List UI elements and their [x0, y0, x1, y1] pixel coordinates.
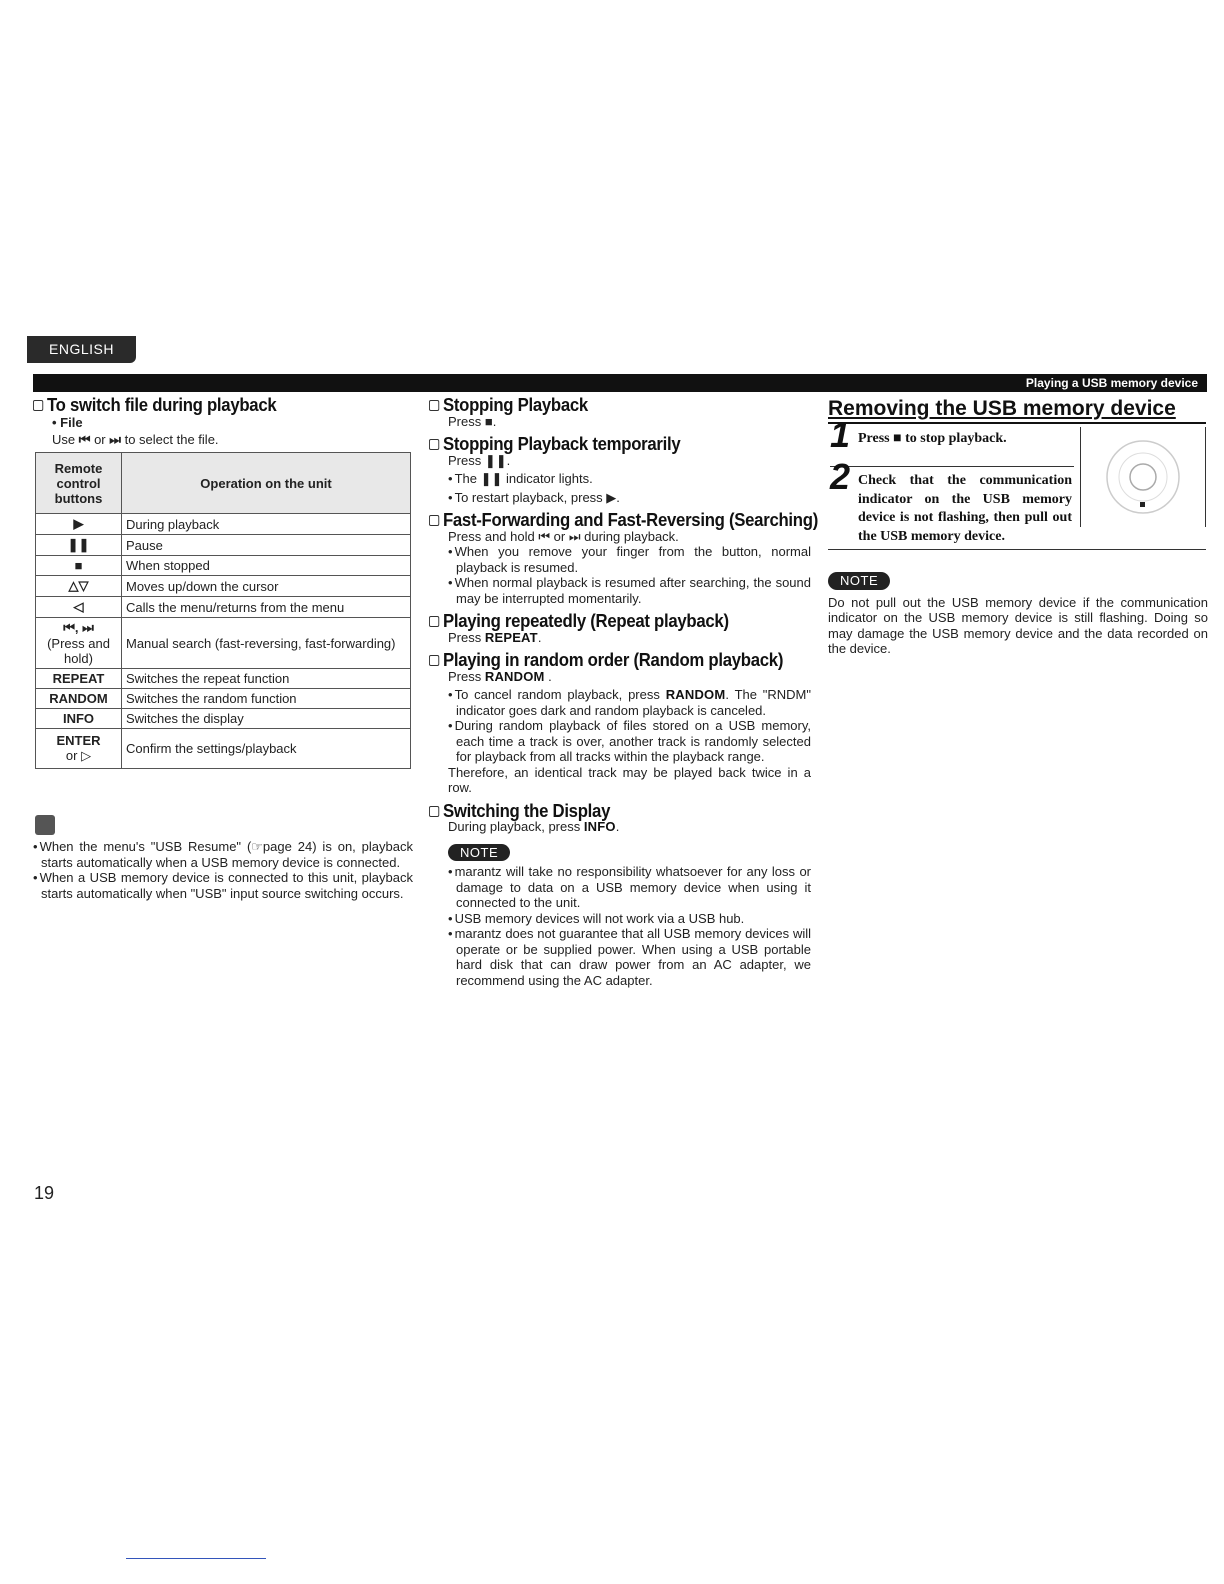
prev-track-icon: ⏮: [78, 432, 91, 447]
note-item: • marantz will take no responsibility whatsoever for any loss or damage to data on a USB memory device when using it connected to the unit.: [456, 864, 811, 911]
left-notes: [33, 839, 413, 901]
table-row: ENTER or ▷ Confirm the settings/playback: [36, 729, 411, 769]
table-row: ◁ Calls the menu/returns from the menu: [36, 597, 411, 618]
display-instruction: During playback, press INFO.: [448, 819, 620, 834]
display-heading: Switching the Display: [429, 804, 784, 820]
section-header-bar: [33, 374, 1207, 392]
table-row: ⏮, ⏭ (Press and hold) Manual search (fast-reversing, fast-forwarding): [36, 618, 411, 669]
removing-device-heading: Removing the USB memory device: [828, 397, 1206, 424]
divider: [828, 549, 1206, 550]
checkbox-bullet-icon: [429, 515, 439, 526]
step-number: 1: [830, 414, 851, 455]
note-badge: NOTE: [828, 572, 890, 590]
checkbox-bullet-icon: [429, 400, 439, 411]
pencil-note-icon: [35, 815, 55, 835]
stopping-playback-heading: Stopping Playback: [429, 398, 784, 414]
search-instruction: Press and hold ⏮ or ⏭ during playback.: [448, 528, 679, 544]
step-number: 2: [830, 456, 851, 497]
random-paragraph: Therefore, an identical track may be played back twice in a row.: [448, 764, 811, 795]
checkbox-bullet-icon: [33, 400, 43, 411]
language-tab: ENGLISH: [27, 336, 136, 363]
middle-column: [429, 395, 819, 988]
table-row: △▽ Moves up/down the cursor: [36, 576, 411, 597]
checkbox-bullet-icon: [429, 806, 439, 817]
search-bullet: • When normal playback is resumed after searching, the sound may be interrupted momentarily.: [456, 575, 811, 606]
step-2: [830, 456, 1074, 548]
operations-table: [35, 452, 411, 769]
note-item: • marantz does not guarantee that all USB memory devices will operate or be supplied power. When using a USB portable hard disk that can draw power from an AC adapter, we recommend using the AC adapter.: [456, 926, 811, 988]
table-row: REPEAT Switches the repeat function: [36, 669, 411, 689]
file-label: • File: [52, 414, 83, 430]
footer-line: [126, 1558, 266, 1559]
table-row: INFO Switches the display: [36, 709, 411, 729]
stop-instruction: Press ■.: [448, 413, 497, 429]
step-1: [830, 414, 1074, 467]
section-header-label: Playing a USB memory device: [1017, 374, 1207, 392]
right-note: [828, 572, 1208, 657]
usb-device-icon: [1081, 427, 1205, 527]
left-column: [33, 395, 413, 448]
checkbox-bullet-icon: [429, 439, 439, 450]
random-heading: Playing in random order (Random playback): [429, 653, 784, 669]
checkbox-bullet-icon: [429, 655, 439, 666]
step-text: Press ■ to stop playback.: [858, 431, 1007, 446]
note-item: • When a USB memory device is connected to this unit, playback starts automatically when "USB" input source switching occurs.: [41, 870, 413, 901]
header-remote-buttons: Remote control buttons: [36, 453, 122, 514]
table-header-row: [36, 453, 411, 514]
device-illustration: [1080, 427, 1206, 527]
random-instruction: Press RANDOM .: [448, 668, 552, 684]
next-track-icon: ⏭: [109, 432, 121, 447]
checkbox-bullet-icon: [429, 616, 439, 627]
pause-heading: Stopping Playback temporarily: [429, 437, 784, 453]
switch-file-heading: To switch file during playback: [33, 398, 386, 414]
random-bullet: • During random playback of files stored on a USB memory, each time a track is over, another track is randomly selected for playback from all tracks within the playback range.: [456, 718, 811, 765]
random-bullet: • To cancel random playback, press RANDOM. The "RNDM" indicator goes dark and random playback is canceled.: [456, 687, 811, 718]
repeat-heading: Playing repeatedly (Repeat playback): [429, 614, 784, 630]
pause-bullet: • The ❚❚ indicator lights.: [456, 471, 811, 487]
search-bullet: • When you remove your finger from the button, normal playback is resumed.: [456, 544, 811, 575]
note-item: • When the menu's "USB Resume" (☞page 24) is on, playback starts automatically when a USB memory device is connected.: [41, 839, 413, 870]
page-number: 19: [34, 1183, 55, 1203]
pause-bullet: • To restart playback, press ▶.: [456, 490, 811, 506]
table-row: ▶ During playback: [36, 514, 411, 535]
note-badge: NOTE: [448, 844, 510, 862]
table-row: ❚❚ Pause: [36, 535, 411, 556]
use-instruction: Use ⏮ or ⏭ to select the file.: [52, 432, 219, 447]
repeat-instruction: Press REPEAT.: [448, 629, 542, 645]
table-row: ■ When stopped: [36, 556, 411, 576]
searching-heading: Fast-Forwarding and Fast-Reversing (Searching): [429, 513, 784, 529]
note-item: • USB memory devices will not work via a USB hub.: [456, 911, 811, 927]
pause-instruction: Press ❚❚.: [448, 452, 511, 468]
table-row: RANDOM Switches the random function: [36, 689, 411, 709]
note-text: Do not pull out the USB memory device if the communication indicator on the USB memory device is still flashing. Doing so may damage the USB memory device and the data recorded on the device.: [828, 594, 1208, 656]
step-text: Check that the communication indicator on the USB memory device is not flashing, then pull out the USB memory device.: [858, 473, 1072, 544]
header-operation: Operation on the unit: [122, 453, 411, 514]
